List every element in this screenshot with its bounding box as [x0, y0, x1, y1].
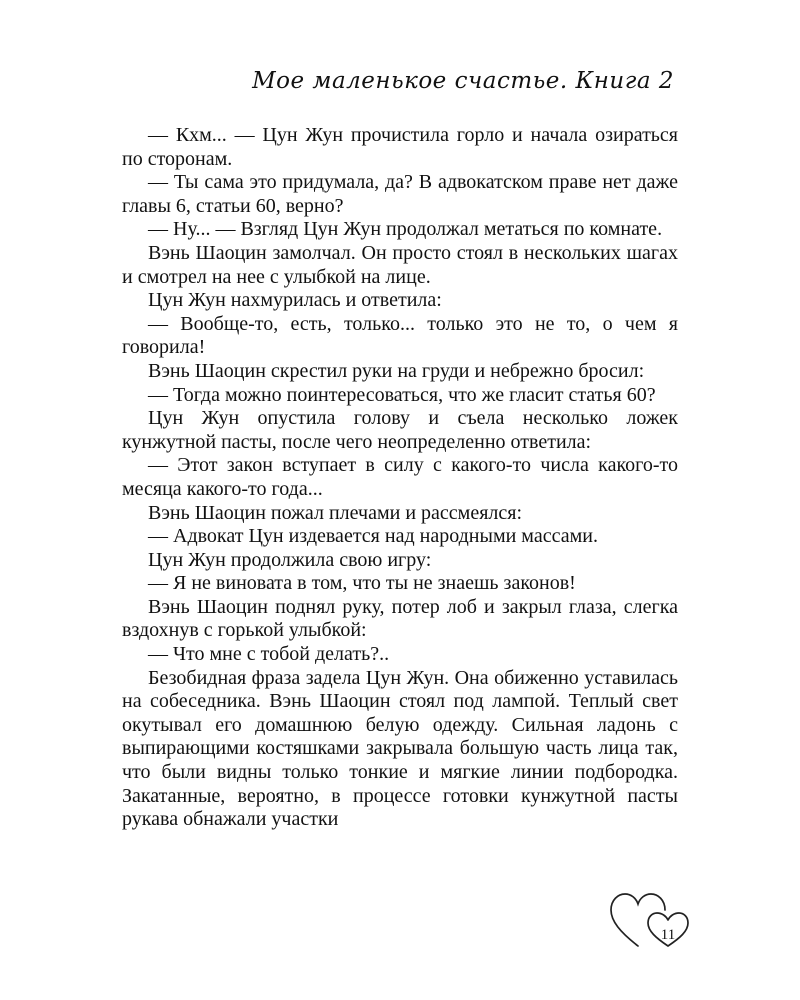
paragraph: — Что мне с тобой делать?..: [148, 643, 390, 666]
paragraph: Вэнь Шаоцин скрестил руки на груди и небрежно бросил:: [148, 359, 645, 382]
page-number: 11: [660, 927, 676, 943]
paragraph: Вэнь Шаоцин замолчал. Он просто стоял в нескольких шагах и смотрел на нее с улыбкой на лице.: [122, 241, 678, 288]
paragraph: Цун Жун опустила голову и съела несколько ложек кунжутной пасты, после чего неопределенно ответила:: [122, 407, 678, 453]
paragraph: — Этот закон вступает в силу с какого-то числа какого-то месяца какого-то года...: [122, 454, 678, 500]
paragraph: — Адвокат Цун издевается над народными массами.: [148, 525, 598, 548]
paragraph: — Ну... — Взгляд Цун Жун продолжал метаться по комнате.: [148, 218, 663, 241]
paragraph: — Тогда можно поинтересоваться, что же гласит статья 60?: [148, 383, 656, 406]
paragraph: Безобидная фраза задела Цун Жун. Она обиженно уставилась на собеседника. Вэнь Шаоцин стоял под лампой. Теплый свет окутывал его домашнюю белую одежду. Сильная ладонь с выпирающими костяшками закрывала большую часть лица так, что были видны только тонкие и мягкие линии подбородка. Закатанные, вероятно, в процессе готовки кунжутной пасты рукава обнажали участки: [122, 666, 678, 831]
paragraph: — Вообще-то, есть, только... только это не то, о чем я говорила!: [122, 312, 678, 359]
running-header: Мое маленькое счастье. Книга 2: [252, 68, 674, 94]
paragraph: — Кхм... — Цун Жун прочистила горло и начала озираться по сторонам.: [122, 124, 678, 170]
body-text: [122, 124, 678, 832]
paragraph: Цун Жун нахмурилась и ответила:: [148, 289, 442, 312]
paragraph: — Я не виновата в том, что ты не знаешь законов!: [148, 572, 576, 595]
paragraph: Вэнь Шаоцин пожал плечами и рассмеялся:: [148, 501, 523, 524]
paragraph: Вэнь Шаоцин поднял руку, потер лоб и закрыл глаза, слегка вздохнув с горькой улыбкой:: [122, 595, 678, 642]
paragraph: Цун Жун продолжила свою игру:: [148, 548, 432, 571]
paragraph: — Ты сама это придумала, да? В адвокатском праве нет даже главы 6, статьи 60, верно?: [122, 171, 678, 217]
